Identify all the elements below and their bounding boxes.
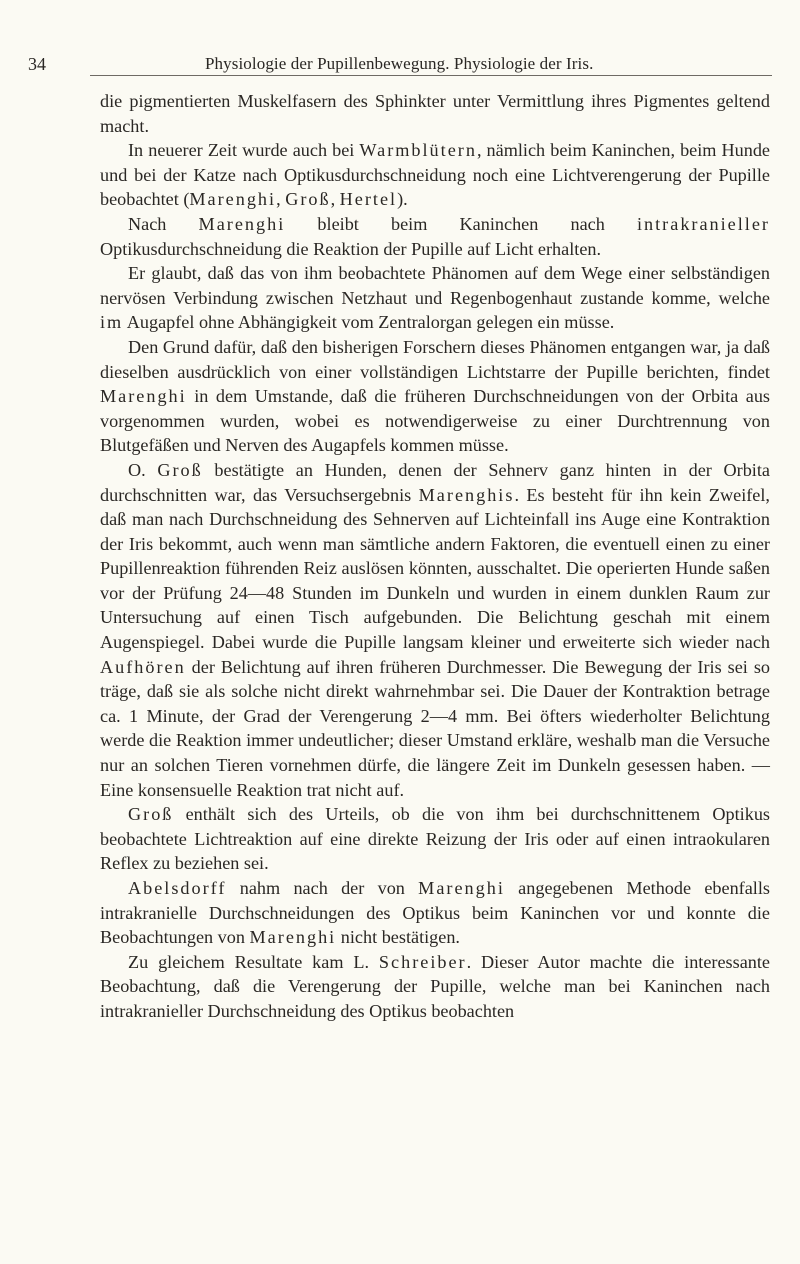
text-run: angegebenen Methode ebenfalls intrakranielle Durchschneidungen des Optikus beim Kaninchen vor und konnte die Beobachtungen von [100, 878, 770, 948]
author-name: intrakranieller [636, 213, 770, 234]
text-run: , [276, 189, 286, 210]
text-run: Augapfel ohne Abhängigkeit vom Zentralorgan gelegen ein müsse. [123, 312, 615, 333]
author-name: Groß [285, 189, 331, 210]
author-name: Marenghi [249, 927, 337, 948]
author-name: Marenghi [198, 213, 286, 234]
text-run: Nach [128, 213, 199, 234]
paragraph [100, 261, 770, 335]
text-run: In neuerer Zeit wurde auch bei [128, 140, 360, 161]
paragraph [100, 212, 770, 261]
text-run: die pigmentierten Muskelfasern des Sphinkter unter Vermittlung ihres Pigmentes geltend macht. [100, 91, 770, 136]
paragraph [100, 802, 770, 876]
text-run: . Dieser Autor machte die interessante Beobachtung, daß die Verengerung der Pupille, welche man bei Kaninchen nach intrakranieller Durchschneidung des Optikus beobachten [100, 951, 770, 1021]
text-run: Zu gleichem Resultate kam L. [128, 951, 379, 972]
author-name: Marenghi [418, 878, 505, 898]
author-name: im [100, 312, 124, 333]
paragraph [100, 950, 770, 1024]
running-title: Physiologie der Pupillenbewegung. Physiologie der Iris. [205, 54, 594, 73]
author-name: Warmblütern [359, 140, 477, 161]
paragraph [100, 335, 770, 458]
text-run: in dem Umstande, daß die früheren Durchschneidungen von der Orbita aus vorgenommen wurden, wobei es notwendigerweise zu einer Durchtrennung von Blutgefäßen und Nerven des Augapfels kommen müsse. [100, 386, 770, 456]
author-name: Marenghis [418, 484, 515, 505]
page-number: 34 [28, 54, 46, 74]
author-name: Groß [128, 804, 174, 825]
paragraph [100, 458, 770, 802]
text-run: , [330, 189, 340, 210]
text-run: bleibt beim Kaninchen nach [285, 213, 637, 234]
text-run: ). [397, 189, 408, 210]
text-run: Den Grund dafür, daß den bisherigen Forschern dieses Phänomen entgangen war, ja daß dieselben ausdrücklich von einer vollständigen Lichtstarre der Pupille berichten, findet [100, 336, 770, 382]
author-name: Schreiber [378, 951, 467, 972]
text-run: nahm nach der von [226, 878, 419, 898]
text-run: nicht bestätigen. [336, 927, 460, 948]
text-run: der Belichtung auf ihren früheren Durchmesser. Die Bewegung der Iris sei so träge, daß sie als solche nicht direkt wahrnehmbar sei. Die Dauer der Kontraktion betrage ca. 1 Minute, der Grad der Verengerung 2—4 mm. Bei öfters wiederholter Belichtung werde die Reaktion immer undeutlicher; dieser Umstand erkläre, weshalb man die Versuche nur an solchen Tieren vornehmen dürfe, die längere Zeit im Dunkeln gesessen haben. — Eine konsensuelle Reaktion trat nicht auf. [100, 656, 770, 800]
body-text [100, 89, 770, 1024]
text-run: , nämlich beim Kaninchen, beim Hunde und bei der Katze nach Optikusdurchschneidung noch eine Lichtverengerung der Pupille beobachtet ( [100, 140, 770, 210]
paragraph [100, 89, 770, 138]
paragraph [100, 138, 770, 212]
author-name: Marenghi [189, 189, 277, 210]
text-run: . Es besteht für ihn kein Zweifel, daß man nach Durchschneidung des Sehnerven auf Lichteinfall ins Auge eine Kontraktion der Iris bekommt, auch wenn man sämtliche andern Faktoren, die eventuell einen zu einer Pupillenreaktion führenden Reiz auslösen könnten, ausschaltet. Die operierten Hunde saßen vor der Prüfung 24—48 Stunden im Dunkeln und wurden in einem dunklen Raum zur Untersuchung auf einen Tisch aufgebunden. Die Belichtung geschah mit einem Augenspiegel. Dabei wurde die Pupille langsam kleiner und erweiterte sich wieder nach [100, 484, 770, 653]
text-run: Er glaubt, daß das von ihm beobachtete Phänomen auf dem Wege einer selbständigen nervösen Verbindung zwischen Netzhaut und Regenbogenhaut zustande komme, welche [100, 263, 770, 308]
text-run: Optikusdurchschneidung die Reaktion der Pupille auf Licht erhalten. [100, 238, 602, 259]
author-name: Groß [157, 459, 203, 480]
text-run: O. [128, 459, 158, 480]
page-header [0, 52, 800, 80]
author-name: Hertel [339, 189, 398, 210]
text-run: bestätigte an Hunden, denen der Sehnerv ganz hinten in der Orbita durchschnitten war, das Versuchsergebnis [100, 459, 770, 505]
header-rule [90, 75, 772, 76]
paragraph [100, 876, 770, 950]
text-run: enthält sich des Urteils, ob die von ihm bei durchschnittenem Optikus beobachtete Lichtreaktion auf eine direkte Reizung der Iris oder auf einen intraokularen Reflex zu beziehen sei. [100, 804, 770, 874]
author-name: Abelsdorff [128, 878, 227, 898]
author-name: Aufhören [100, 656, 186, 677]
author-name: Marenghi [100, 386, 187, 407]
